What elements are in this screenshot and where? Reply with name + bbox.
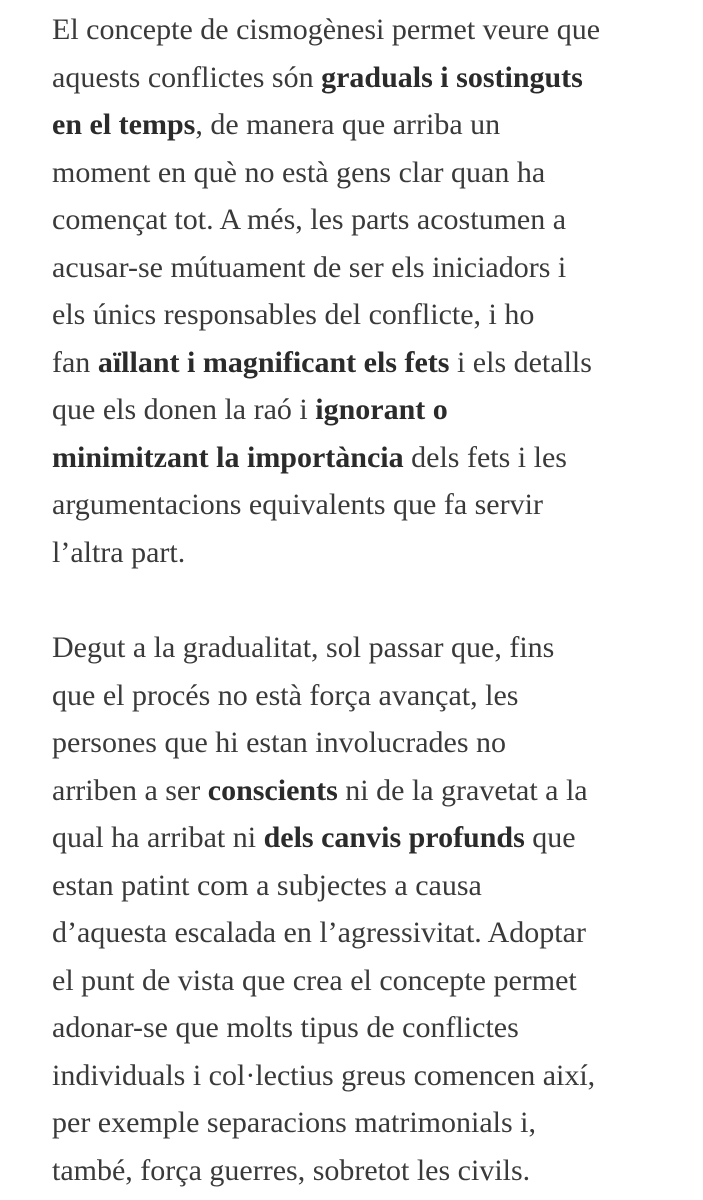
text-segment: arriben a ser [52, 773, 208, 807]
text-line [52, 909, 663, 957]
bold-text-segment: minimitzant la importància [52, 440, 404, 474]
text-segment: el punt de vista que crea el concepte permet [52, 963, 577, 997]
text-line [52, 529, 663, 577]
text-segment: Degut a la gradualitat, sol passar que, fins [52, 631, 555, 664]
text-segment: moment en què no està gens clar quan ha [52, 155, 546, 189]
text-segment: individuals i col·lectius greus comencen així, [52, 1058, 596, 1092]
text-segment: i els detalls [449, 345, 592, 379]
text-segment: adonar-se que molts tipus de conflictes [52, 1011, 519, 1044]
text-line [52, 862, 663, 910]
text-line [52, 957, 663, 1005]
text-line [52, 814, 663, 862]
text-line [52, 672, 663, 720]
text-segment: argumentacions equivalents que fa servir [52, 488, 543, 521]
text-line [52, 624, 663, 672]
text-segment: acusar-se mútuament de ser els iniciadors i [52, 250, 567, 284]
text-line [52, 1052, 663, 1100]
text-segment: aquests conflictes són [52, 60, 322, 94]
text-segment: ni de la gravetat a la [337, 773, 588, 807]
text-segment: l’altra part. [52, 535, 186, 569]
text-line [52, 1099, 663, 1147]
paragraph [52, 624, 663, 1194]
text-line [52, 149, 663, 197]
bold-text-segment: aïllant i magnificant els fets [97, 345, 450, 379]
bold-text-segment: en el temps [52, 108, 196, 141]
text-line [52, 767, 663, 815]
text-segment: persones que hi estan involucrades no [52, 726, 507, 759]
text-segment: que el procés no està força avançat, les [52, 678, 519, 712]
bold-text-segment: ignorant o [315, 393, 448, 426]
bold-text-segment: conscients [207, 773, 338, 807]
text-line [52, 1147, 663, 1195]
text-segment: fan [52, 345, 98, 379]
text-segment: que els donen la raó i [52, 393, 316, 426]
text-line [52, 244, 663, 292]
text-line [52, 101, 663, 149]
text-segment: qual ha arribat ni [52, 821, 264, 854]
text-segment: començat tot. A més, les parts acostumen a [52, 203, 567, 236]
text-line [52, 434, 663, 482]
bold-text-segment: graduals i sostinguts [321, 60, 583, 94]
text-segment: estan patint com a subjectes a causa [52, 868, 482, 902]
text-segment: per exemple separacions matrimonials i, [52, 1106, 536, 1139]
text-line [52, 1004, 663, 1052]
text-segment: els únics responsables del conflicte, i ho [52, 298, 535, 331]
text-segment: d’aquesta escalada en l’agressivitat. Adoptar [52, 916, 586, 949]
text-segment: també, força guerres, sobretot les civils. [52, 1153, 531, 1187]
text-segment: dels fets i les [403, 440, 567, 474]
bold-text-segment: dels canvis profunds [263, 821, 525, 854]
paragraph [52, 6, 663, 576]
text-line [52, 339, 663, 387]
text-line [52, 719, 663, 767]
text-line [52, 196, 663, 244]
text-segment: El concepte de cismogènesi permet veure que [52, 13, 601, 46]
text-line [52, 54, 663, 102]
text-line [52, 481, 663, 529]
text-line [52, 6, 663, 54]
text-line [52, 291, 663, 339]
text-segment: , de manera que arriba un [195, 108, 501, 141]
text-segment: que [524, 821, 576, 854]
text-line [52, 386, 663, 434]
